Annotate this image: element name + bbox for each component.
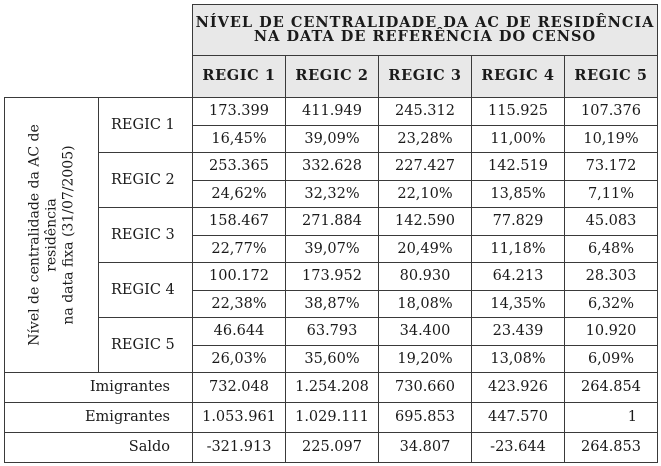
percent-cell: 16,45% xyxy=(193,125,286,153)
row-label: REGIC 5 xyxy=(99,318,193,373)
percent-cell: 22,77% xyxy=(193,235,286,263)
count-cell: 23.439 xyxy=(472,318,565,346)
count-cell: 80.930 xyxy=(379,263,472,291)
summary-cell: -321.913 xyxy=(193,433,286,463)
count-cell: 115.925 xyxy=(472,98,565,126)
summary-cell: 695.853 xyxy=(379,403,472,433)
axis-label-line1: Nível de centralidade da AC de residência xyxy=(26,124,59,346)
count-cell: 77.829 xyxy=(472,208,565,236)
count-cell: 173.399 xyxy=(193,98,286,126)
percent-cell: 11,18% xyxy=(472,235,565,263)
percent-cell: 6,48% xyxy=(565,235,658,263)
count-cell: 227.427 xyxy=(379,153,472,181)
percent-cell: 26,03% xyxy=(193,345,286,373)
count-cell: 158.467 xyxy=(193,208,286,236)
summary-cell: 447.570 xyxy=(472,403,565,433)
percent-cell: 11,00% xyxy=(472,125,565,153)
percent-cell: 35,60% xyxy=(286,345,379,373)
percent-cell: 10,19% xyxy=(565,125,658,153)
count-cell: 253.365 xyxy=(193,153,286,181)
percent-cell: 13,08% xyxy=(472,345,565,373)
row-label: REGIC 3 xyxy=(99,208,193,263)
percent-cell: 18,08% xyxy=(379,290,472,318)
summary-label: Saldo xyxy=(5,433,193,463)
summary-cell: 1.029.111 xyxy=(286,403,379,433)
count-cell: 271.884 xyxy=(286,208,379,236)
column-header: REGIC 3 xyxy=(379,56,472,98)
row-label: REGIC 2 xyxy=(99,153,193,208)
count-cell: 142.590 xyxy=(379,208,472,236)
count-cell: 45.083 xyxy=(565,208,658,236)
summary-cell: 34.807 xyxy=(379,433,472,463)
row-group-axis-label xyxy=(5,98,99,373)
column-header: REGIC 1 xyxy=(193,56,286,98)
count-cell: 64.213 xyxy=(472,263,565,291)
count-cell: 28.303 xyxy=(565,263,658,291)
row-label: REGIC 1 xyxy=(99,98,193,153)
count-cell: 34.400 xyxy=(379,318,472,346)
summary-cell: 730.660 xyxy=(379,373,472,403)
summary-cell: 423.926 xyxy=(472,373,565,403)
table-title-line1: NÍVEL DE CENTRALIDADE DA AC DE RESIDÊNCIA xyxy=(195,13,655,31)
summary-cell: 225.097 xyxy=(286,433,379,463)
percent-cell: 32,32% xyxy=(286,180,379,208)
percent-cell: 6,09% xyxy=(565,345,658,373)
summary-cell: 1.053.961 xyxy=(193,403,286,433)
summary-label: Emigrantes xyxy=(5,403,193,433)
corner-blank xyxy=(5,5,193,98)
summary-cell: 732.048 xyxy=(193,373,286,403)
percent-cell: 39,09% xyxy=(286,125,379,153)
count-cell: 73.172 xyxy=(565,153,658,181)
percent-cell: 13,85% xyxy=(472,180,565,208)
percent-cell: 22,10% xyxy=(379,180,472,208)
count-cell: 107.376 xyxy=(565,98,658,126)
count-cell: 411.949 xyxy=(286,98,379,126)
table-title xyxy=(193,5,658,56)
summary-cell: 264.854 xyxy=(565,373,658,403)
count-cell: 10.920 xyxy=(565,318,658,346)
percent-cell: 38,87% xyxy=(286,290,379,318)
percent-cell: 39,07% xyxy=(286,235,379,263)
centrality-table xyxy=(4,4,658,463)
percent-cell: 24,62% xyxy=(193,180,286,208)
percent-cell: 14,35% xyxy=(472,290,565,318)
summary-label: Imigrantes xyxy=(5,373,193,403)
percent-cell: 7,11% xyxy=(565,180,658,208)
count-cell: 100.172 xyxy=(193,263,286,291)
percent-cell: 23,28% xyxy=(379,125,472,153)
summary-cell: 1 xyxy=(565,403,658,433)
percent-cell: 19,20% xyxy=(379,345,472,373)
table-title-line2: NA DATA DE REFERÊNCIA DO CENSO xyxy=(253,28,597,45)
column-header: REGIC 5 xyxy=(565,56,658,98)
percent-cell: 6,32% xyxy=(565,290,658,318)
count-cell: 46.644 xyxy=(193,318,286,346)
column-header: REGIC 2 xyxy=(286,56,379,98)
count-cell: 173.952 xyxy=(286,263,379,291)
count-cell: 142.519 xyxy=(472,153,565,181)
count-cell: 245.312 xyxy=(379,98,472,126)
axis-label-line2: na data fixa (31/07/2005) xyxy=(60,145,76,325)
count-cell: 332.628 xyxy=(286,153,379,181)
percent-cell: 20,49% xyxy=(379,235,472,263)
summary-cell: 264.853 xyxy=(565,433,658,463)
row-label: REGIC 4 xyxy=(99,263,193,318)
column-header: REGIC 4 xyxy=(472,56,565,98)
percent-cell: 22,38% xyxy=(193,290,286,318)
count-cell: 63.793 xyxy=(286,318,379,346)
summary-cell: -23.644 xyxy=(472,433,565,463)
summary-cell: 1.254.208 xyxy=(286,373,379,403)
